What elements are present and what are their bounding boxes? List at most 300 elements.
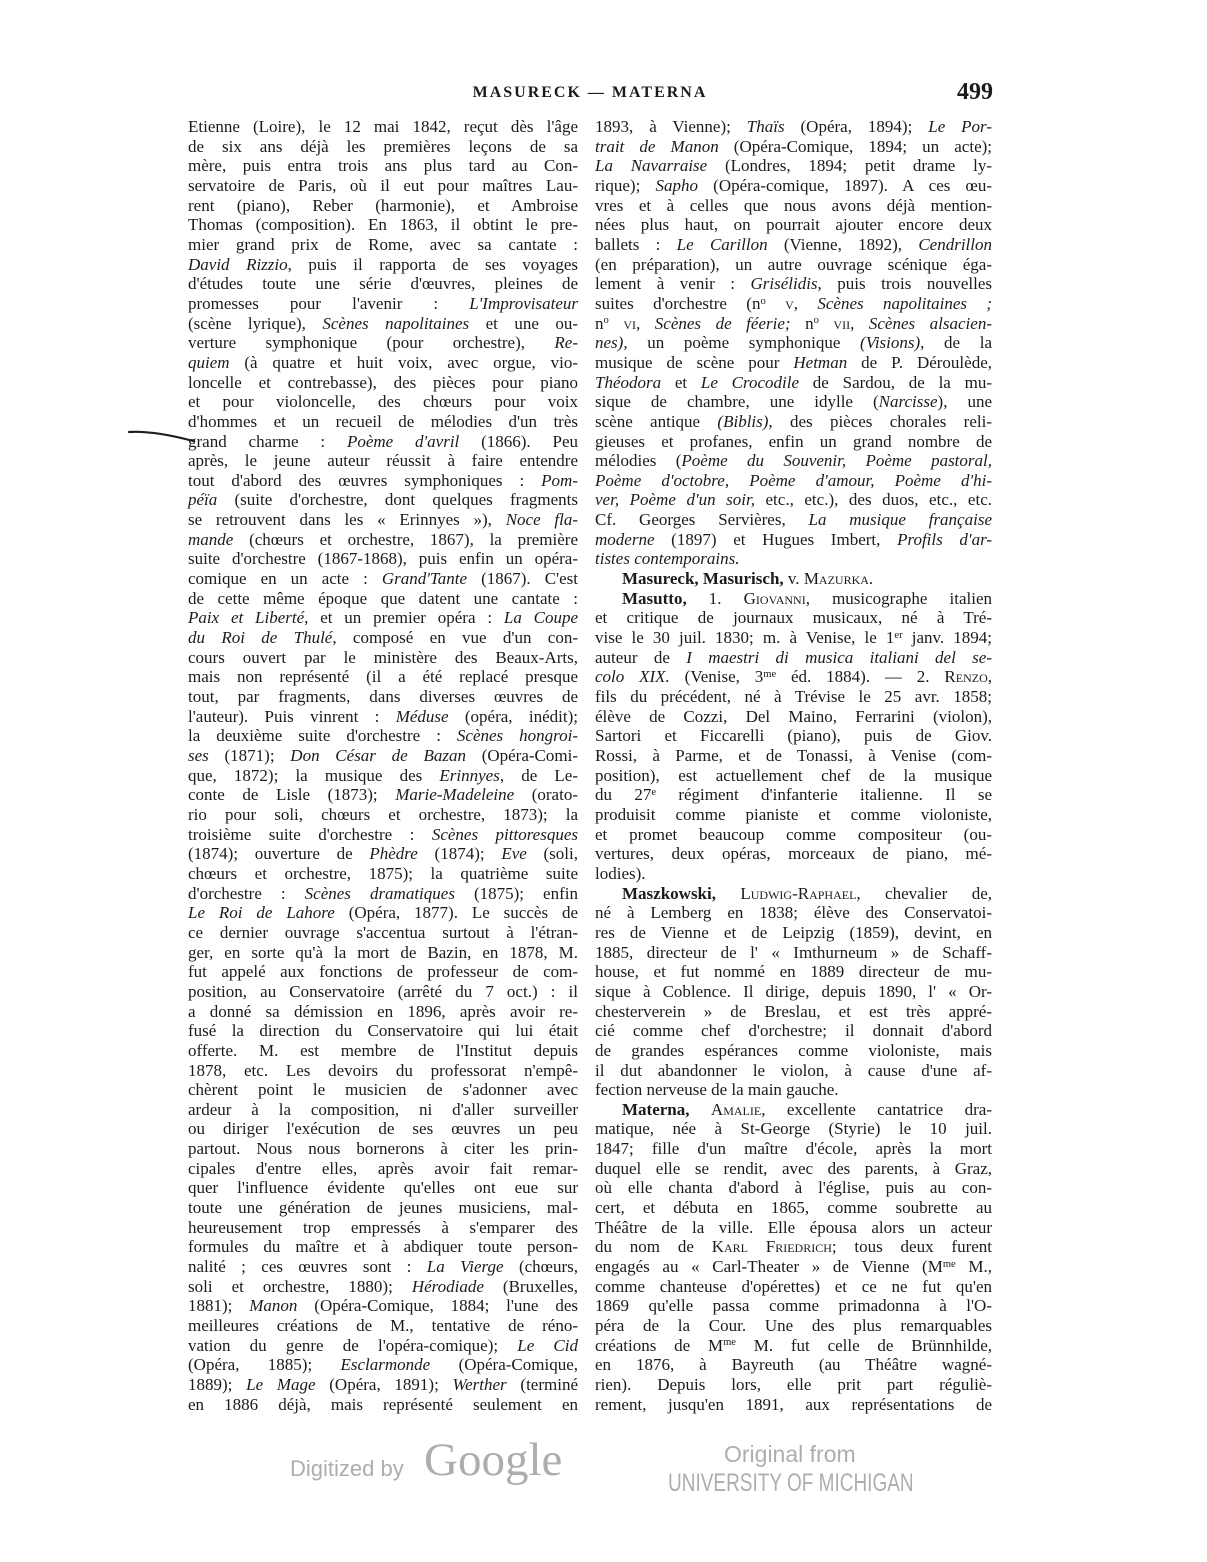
entry-headword: Maszkowski, <box>622 883 716 903</box>
text-line: produisit comme pianiste et comme violoniste, <box>595 804 992 824</box>
text-line: fection nerveuse de la main gauche. <box>595 1080 839 1100</box>
text-line: quer l'influence évidente qu'elles ont eue sur <box>188 1178 578 1198</box>
text-run: ; tous deux furent <box>831 1237 992 1257</box>
text-run: , composé en vue d'un con- <box>332 628 578 648</box>
text-line <box>595 648 992 668</box>
italic-title: Méduse <box>395 706 449 726</box>
italic-title: Noce fla- <box>505 510 578 530</box>
superscript: o <box>760 295 766 307</box>
text-run: sique de chambre, une idylle ( <box>595 392 879 412</box>
text-line <box>595 274 992 294</box>
text-run: suites d'orchestre (n <box>595 293 761 313</box>
italic-title: Théodora <box>595 372 662 392</box>
italic-title: La Navarraise <box>595 156 708 176</box>
text-run: , puis il rapporta de ses voyages <box>287 254 579 274</box>
text-run: la deuxième suite d'orchestre : <box>188 726 457 746</box>
italic-title: Pom- <box>541 470 578 490</box>
text-line <box>188 1296 578 1316</box>
text-line <box>188 490 578 510</box>
italic-title: Paix et Liberté <box>188 608 305 628</box>
italic-title: Esclarmonde <box>340 1355 431 1375</box>
text-line <box>188 844 578 864</box>
italic-title: (Visions) <box>860 333 921 353</box>
italic-title: Scènes dramatiques <box>304 883 455 903</box>
text-line: fils du précédent, né à Trévise le 25 avr. 1858; <box>595 687 992 707</box>
text-line: heureusement trop empressés à s'emparer des <box>188 1217 578 1237</box>
italic-title: Werther <box>452 1375 507 1394</box>
text-line <box>188 294 578 314</box>
text-line: chœurs et orchestre, 1875); la quatrième suite <box>188 863 578 883</box>
text-line: et critique de journaux musicaux, né à Tré- <box>595 608 992 628</box>
text-run: que, 1872); la musique des <box>188 765 440 785</box>
text-line: Théâtre de la ville. Elle épousa alors un acteur <box>595 1217 992 1237</box>
text-run: Cf. Georges Servières, <box>595 510 809 530</box>
text-line: mier grand prix de Rome, avec sa cantate : <box>188 234 578 254</box>
italic-title: Hetman <box>793 352 848 372</box>
text-line: meilleures créations de M., tentative de réno- <box>188 1316 578 1336</box>
text-run: n <box>790 313 814 333</box>
italic-title: Poème d'octobre, Poème d'amour, Poème d'hi- <box>595 470 992 490</box>
text-line: cours ouvert par le ministère des Beaux-Arts, <box>188 647 578 667</box>
small-caps-name: v <box>785 293 794 313</box>
text-line: et pour violoncelle, des chœurs pour voix <box>188 392 578 412</box>
text-line <box>595 294 992 314</box>
text-line <box>595 1336 992 1356</box>
text-run: (Opéra-Comique, 1894; un acte); <box>718 136 992 156</box>
text-line <box>188 825 578 845</box>
text-line: ger, en sorte qu'à la mort de Bazin, en 1878, M. <box>188 942 578 962</box>
italic-title: Scènes de féerie; <box>654 313 791 333</box>
text-run: tout d'abord des œuvres symphoniques : <box>188 470 542 490</box>
digitized-by-label: Digitized by <box>290 1456 404 1481</box>
text-run: ballets : <box>595 234 677 254</box>
text-line <box>595 569 992 589</box>
italic-title: Don César de Bazan <box>290 746 466 765</box>
university-label: UNIVERSITY OF MICHIGAN <box>668 1469 914 1497</box>
text-run <box>766 294 785 313</box>
italic-title: Scènes napolitaines <box>322 313 470 333</box>
text-run: d'orchestre : <box>188 883 305 903</box>
text-run: ), une <box>937 392 992 412</box>
text-line <box>188 707 578 727</box>
text-line <box>188 785 578 805</box>
italic-title: quiem <box>188 352 230 372</box>
text-line <box>595 471 992 491</box>
text-line <box>595 137 992 157</box>
italic-title: Eve <box>501 844 527 864</box>
text-run: rique); <box>595 175 656 195</box>
text-line: comme chanteuse d'opérettes) et ce ne fut qu'en <box>595 1276 992 1296</box>
text-line <box>595 785 992 805</box>
text-line <box>595 412 992 432</box>
original-from-label: Original from <box>724 1441 856 1467</box>
text-line <box>595 1237 992 1257</box>
superscript: me <box>723 1337 736 1349</box>
text-line: toute une génération de jeunes musiciens, mal- <box>188 1198 578 1218</box>
italic-title: David Rizzio <box>188 254 288 274</box>
text-run: (soli, <box>526 844 578 864</box>
text-run <box>716 884 740 903</box>
text-line: position, au Conservatoire (arrêté du 7 oct.) : il <box>188 981 578 1001</box>
italic-title: Phèdre <box>369 844 418 864</box>
text-line <box>595 353 992 373</box>
text-run: (Londres, 1894; petit drame ly- <box>707 156 992 176</box>
italic-title: Profils d'ar- <box>897 529 993 549</box>
text-line: chesterverein » de Breslau, et est très appré- <box>595 1001 992 1021</box>
text-line <box>595 628 992 648</box>
text-run: (1866). Peu <box>459 431 578 451</box>
text-run: (chœurs et orchestre, 1867), la première <box>233 529 578 549</box>
text-line: gieuses et profanes, enfin un grand nombre de <box>595 431 992 451</box>
text-line <box>595 156 992 176</box>
text-line: après, le jeune auteur réussit à faire entendre <box>188 451 578 471</box>
text-line <box>595 314 992 334</box>
text-line: et promet beaucoup comme compositeur (ou- <box>595 824 992 844</box>
text-line: Etienne (Loire), le 12 mai 1842, reçut dès l'âge <box>188 117 578 136</box>
superscript: er <box>894 629 903 641</box>
text-run: créations de M <box>595 1335 724 1355</box>
text-run: éd. 1884). — 2. <box>776 667 945 687</box>
italic-title: Scènes alsacien- <box>868 313 992 333</box>
text-run: n <box>595 313 604 333</box>
text-line <box>595 667 992 687</box>
text-line: ce dernier ouvrage s'accentua surtout à l'étran- <box>188 922 578 942</box>
text-run: se retrouvent dans les « Erinnyes »), <box>188 510 506 530</box>
text-run: (scène lyrique), <box>188 313 323 333</box>
text-line <box>595 1100 992 1120</box>
text-line <box>188 314 578 334</box>
text-line <box>595 589 992 609</box>
text-run: engagés au « Carl-Theater » de Vienne (M <box>595 1257 943 1277</box>
text-run: (Opéra, 1877). Le succès de <box>334 903 578 923</box>
text-run: comique en un acte : <box>188 569 382 589</box>
running-head: MASURECK — MATERNA <box>472 84 708 101</box>
text-line: de six ans déjà les premières leçons de sa <box>188 136 578 156</box>
text-run: de Sardou, de la mu- <box>799 372 992 392</box>
text-run: v. <box>783 569 804 589</box>
text-line: ardeur à la composition, ni d'aller surveiller <box>188 1099 578 1119</box>
text-line <box>595 392 992 412</box>
text-line: chèrent point le musicien de s'adonner avec <box>188 1080 578 1100</box>
italic-title: Le Carillon <box>676 234 768 254</box>
text-run: janv. 1894; <box>902 628 992 648</box>
italic-title: du Roi de Thulé <box>188 628 333 648</box>
text-line: partout. Nous nous bornerons à citer les prin- <box>188 1139 578 1159</box>
text-line <box>188 884 578 904</box>
text-run: (Opéra, 1894); <box>784 117 929 136</box>
italic-title: Grisélidis <box>750 274 818 294</box>
text-line <box>188 1336 578 1356</box>
text-line: a donné sa démission en 1896, après avoir re- <box>188 1001 578 1021</box>
text-run: , <box>793 293 818 313</box>
italic-title: Le Crocodile <box>700 372 800 392</box>
text-line: nées plus haut, on pourrait ajouter encore deux <box>595 215 992 235</box>
italic-title: nes), <box>595 333 628 353</box>
italic-title: Erinnyes <box>439 765 500 785</box>
text-line <box>188 333 578 353</box>
superscript: o <box>603 315 609 327</box>
text-line: né à Lemberg en 1838; élève des Conservatoi- <box>595 903 992 923</box>
italic-title: Poème du Souvenir, Poème pastoral, <box>681 451 992 471</box>
text-run: conte de Lisle (1873); <box>188 785 396 805</box>
entry-headword: Masutto, <box>622 588 687 608</box>
italic-title: Re- <box>554 333 578 353</box>
text-run <box>819 314 834 333</box>
text-line: vres et à celles que nous avons déjà mention- <box>595 195 992 215</box>
text-line <box>188 766 578 786</box>
text-run: promesses pour l'avenir : <box>188 293 470 313</box>
text-line: d'hommes et un recueil de mélodies d'un très <box>188 411 578 431</box>
superscript: o <box>813 315 819 327</box>
text-run: , musicographe italien <box>805 588 993 608</box>
text-line: 1878, etc. Les devoirs du professorat n'empê- <box>188 1060 578 1080</box>
text-line <box>188 608 578 628</box>
text-line <box>188 746 578 766</box>
text-line: suite d'orchestre (1867-1868), puis enfin un opéra- <box>188 549 578 569</box>
text-run: un poème symphonique <box>627 333 861 353</box>
text-run: , de la <box>920 333 992 353</box>
text-run: 1. <box>686 588 744 608</box>
text-line <box>595 333 992 353</box>
text-run: vation du genre de l'opéra-comique); <box>188 1335 518 1355</box>
text-run: lement à venir : <box>595 274 751 294</box>
text-line: 1847; fille d'un maître d'école, après la mort <box>595 1139 992 1159</box>
small-caps-name: Mazurka. <box>803 569 874 589</box>
text-line <box>188 530 578 550</box>
text-run: (1897) et Hugues Imbert, <box>654 529 898 549</box>
italic-title: Marie-Madeleine <box>395 785 515 805</box>
text-run: soli et orchestre, 1880); <box>188 1276 412 1296</box>
text-line: Sartori et Ficcarelli (piano), puis de Giov. <box>595 726 992 746</box>
text-run: (à quatre et huit voix, avec orgue, vio- <box>229 352 578 372</box>
text-line: rement, jusqu'en 1891, aux représentations de <box>595 1394 992 1414</box>
text-run: (chœurs, <box>503 1257 578 1277</box>
text-line: Thomas (composition). En 1863, il obtint le pre- <box>188 215 578 235</box>
text-line: cert, et débuta en 1865, comme soubrette au <box>595 1198 992 1218</box>
italic-title: La Coupe <box>503 608 579 628</box>
italic-title: colo XIX. <box>595 667 670 687</box>
text-line: en 1876, à Bayreuth (au Théâtre wagné- <box>595 1355 992 1375</box>
text-line <box>595 884 992 904</box>
text-line: rien). Depuis lors, elle prit part réguliè- <box>595 1375 992 1394</box>
text-run: , et un premier opéra : <box>304 608 504 628</box>
text-run: etc., etc.), des duos, etc., etc. <box>754 490 992 510</box>
page-number: 499 <box>957 79 993 105</box>
text-line: où elle chanta d'abord à l'église, puis au con- <box>595 1178 992 1198</box>
italic-title: La musique française <box>808 510 992 530</box>
superscript: e <box>651 787 656 799</box>
italic-title: Le Roi de Lahore <box>188 903 335 923</box>
text-line: fusé la direction du Conservatoire qui lui était <box>188 1021 578 1041</box>
text-run: (Opéra-comique, 1897). A ces œu- <box>698 175 992 195</box>
small-caps-name: Amalie <box>710 1099 762 1119</box>
text-run: M., <box>955 1257 992 1277</box>
text-line <box>595 549 992 569</box>
italic-title: moderne <box>595 529 655 549</box>
text-run: musique de scène pour <box>595 352 794 372</box>
text-run: du nom de <box>595 1237 712 1257</box>
text-line <box>188 1257 578 1277</box>
italic-title: Poème d'avril <box>346 431 460 451</box>
text-line: mais non représenté (il a été replacé presque <box>188 667 578 687</box>
text-line <box>188 903 578 923</box>
text-run: (Bruxelles, <box>483 1276 578 1296</box>
text-line <box>595 510 992 530</box>
text-run: (suite d'orchestre, dont quelques fragments <box>217 490 578 510</box>
text-line <box>595 373 992 393</box>
text-run: , de Le- <box>499 765 579 785</box>
italic-title: tistes contemporains. <box>595 549 740 569</box>
text-line: matique, née à St-George (Styrie) le 10 juil. <box>595 1119 992 1139</box>
text-line: il dut abandonner le violon, à cause d'une af- <box>595 1060 992 1080</box>
text-run: auteur de <box>595 647 687 667</box>
text-run: , excellente cantatrice dra- <box>761 1099 992 1119</box>
text-line: fut appelé aux fonctions de professeur de com- <box>188 962 578 982</box>
right-column <box>595 117 992 1414</box>
text-run: troisième suite d'orchestre : <box>188 824 432 844</box>
text-run: (1867). C'est <box>467 569 578 589</box>
italic-title: Narcisse <box>878 392 938 412</box>
text-line <box>595 117 992 137</box>
text-line: vertures, deux opéras, morceaux de piano, mé- <box>595 844 992 864</box>
text-line <box>188 353 578 373</box>
text-line <box>595 176 992 196</box>
text-line: lodies). <box>595 863 646 883</box>
italic-title: I maestri di musica italiani del se- <box>686 647 992 667</box>
italic-title: Scènes hongroi- <box>456 726 578 746</box>
italic-title: Le Por- <box>928 117 992 136</box>
small-caps-name: Karl Friedrich <box>711 1237 832 1257</box>
text-run: du 27 <box>595 785 652 805</box>
text-line <box>188 1355 578 1375</box>
text-line: rent (piano), Reber (harmonie), et Ambroise <box>188 195 578 215</box>
text-run <box>690 1100 711 1119</box>
text-line: tout, par fragments, dans diverses œuvres de <box>188 687 578 707</box>
text-line: servatoire de Paris, où il eut pour maîtres Lau- <box>188 175 578 195</box>
text-run: et <box>661 372 701 392</box>
text-run: 1881); <box>188 1296 250 1316</box>
text-run: (1874); ouverture de <box>188 844 370 864</box>
text-run: , puis trois nouvelles <box>817 274 992 294</box>
text-run: de P. Déroulède, <box>847 352 992 372</box>
text-line: en 1886 déjà, mais représenté seulement en <box>188 1394 578 1414</box>
text-line <box>595 451 992 471</box>
italic-title: Scènes napolitaines ; <box>817 293 993 313</box>
text-line: position), est actuellement chef de la musique <box>595 765 992 785</box>
text-run: , chevalier de, <box>856 883 992 903</box>
superscript: me <box>763 669 777 681</box>
text-run: vise le 30 juil. 1830; m. à Venise, le 1 <box>595 628 895 648</box>
text-line <box>188 432 578 452</box>
text-run: grand charme : <box>188 431 347 451</box>
text-run: , <box>987 667 992 687</box>
text-line: ou diriger l'exécution de ses œuvres un peu <box>188 1119 578 1139</box>
text-run: et une ou- <box>469 313 578 333</box>
text-line: (en préparation), un autre ouvrage scénique éga- <box>595 254 992 274</box>
small-caps-name: Giovanni <box>743 588 806 608</box>
text-run: (orato- <box>514 785 578 805</box>
text-line: offerte. M. est membre de l'Institut depuis <box>188 1040 578 1060</box>
text-line <box>595 490 992 510</box>
text-run: nalité ; ces œuvres sont : <box>188 1257 427 1277</box>
italic-title: trait de Manon <box>595 136 719 156</box>
text-line <box>188 510 578 530</box>
text-run: , des pièces chorales reli- <box>768 411 992 431</box>
text-line: house, et fut nommé en 1889 directeur de mu- <box>595 962 992 982</box>
italic-title: La Vierge <box>426 1257 504 1277</box>
text-run: (Opéra, 1885); <box>188 1355 341 1375</box>
text-run: (1871); <box>208 746 291 765</box>
italic-title: Grand'Tante <box>381 569 468 589</box>
text-line: rio pour soli, chœurs et orchestre, 1873); la <box>188 804 578 824</box>
italic-title: Thaïs <box>746 117 785 136</box>
text-line: cié comme chef d'orchestre; il donnait d'abord <box>595 1021 992 1041</box>
text-line: duquel elle se rendit, avec des parents, à Graz, <box>595 1158 992 1178</box>
text-line <box>595 530 992 550</box>
text-line <box>188 1277 578 1297</box>
text-run: (opéra, inédit); <box>448 706 578 726</box>
entry-headword: Materna, <box>622 1099 690 1119</box>
text-run: (1875); enfin <box>454 883 578 903</box>
text-run <box>609 314 624 333</box>
text-line: 1885, directeur de l' « Imthurneum » de Schaff- <box>595 942 992 962</box>
text-line <box>188 471 578 491</box>
text-run: (Opéra-Comique, 1884; l'une des <box>297 1296 578 1316</box>
italic-title: (Biblis) <box>717 411 769 431</box>
small-caps-name: Ludwig-Raphael <box>740 883 857 903</box>
italic-title: Cendrillon <box>918 234 992 254</box>
italic-title: mande <box>188 529 234 549</box>
small-caps-name: vii <box>833 313 851 333</box>
italic-title: Sapho <box>655 175 698 195</box>
text-run: (Opéra, 1891); <box>315 1375 453 1394</box>
text-run: M. fut celle de Brünnhilde, <box>735 1335 992 1355</box>
margin-pen-mark <box>125 425 197 449</box>
text-line: res de Vienne et de Leipzig (1859), devint, en <box>595 922 992 942</box>
text-run: , <box>850 313 869 333</box>
italic-title: Scènes pittoresques <box>431 824 579 844</box>
italic-title: L'Improvisateur <box>469 293 578 313</box>
italic-title: ses <box>188 746 209 765</box>
italic-title: Manon <box>249 1296 298 1316</box>
small-caps-name: Renzo <box>944 667 988 687</box>
text-run: (Opéra-Comi- <box>465 746 578 765</box>
text-line: élève de Cozzi, Del Maino, Ferrarini (violon), <box>595 706 992 726</box>
small-caps-name: vi <box>623 313 636 333</box>
text-line <box>188 1375 578 1395</box>
text-line <box>188 628 578 648</box>
text-run: verture symphonique (pour orchestre), <box>188 333 555 353</box>
text-line: d'études toute une série d'œuvres, pleines de <box>188 274 578 294</box>
left-column <box>188 117 578 1414</box>
text-line: de cette même époque que datent une cantate : <box>188 588 578 608</box>
text-line: loncelle et contrebasse), des pièces pour piano <box>188 372 578 392</box>
text-line: 1869 qu'elle passa comme primadonna à l'O- <box>595 1296 992 1316</box>
text-line: cipales d'entre elles, après avoir fait remar- <box>188 1158 578 1178</box>
text-run: (Opéra-Comique, <box>430 1355 579 1375</box>
text-line: sique à Coblence. Il dirige, depuis 1890, l' « Or- <box>595 981 992 1001</box>
text-run: mélodies ( <box>595 451 682 471</box>
superscript: me <box>942 1258 956 1270</box>
text-line <box>188 569 578 589</box>
text-line: mère, puis entra trois ans plus tard au Con- <box>188 156 578 176</box>
text-line <box>595 1257 992 1277</box>
text-run: (1874); <box>417 844 502 864</box>
text-run: (Vienne, 1892), <box>767 234 919 254</box>
text-run: (Venise, 3 <box>669 667 764 687</box>
italic-title: Le Cid <box>517 1335 578 1355</box>
text-line: formules du maître et à abdiquer toute person- <box>188 1237 578 1257</box>
